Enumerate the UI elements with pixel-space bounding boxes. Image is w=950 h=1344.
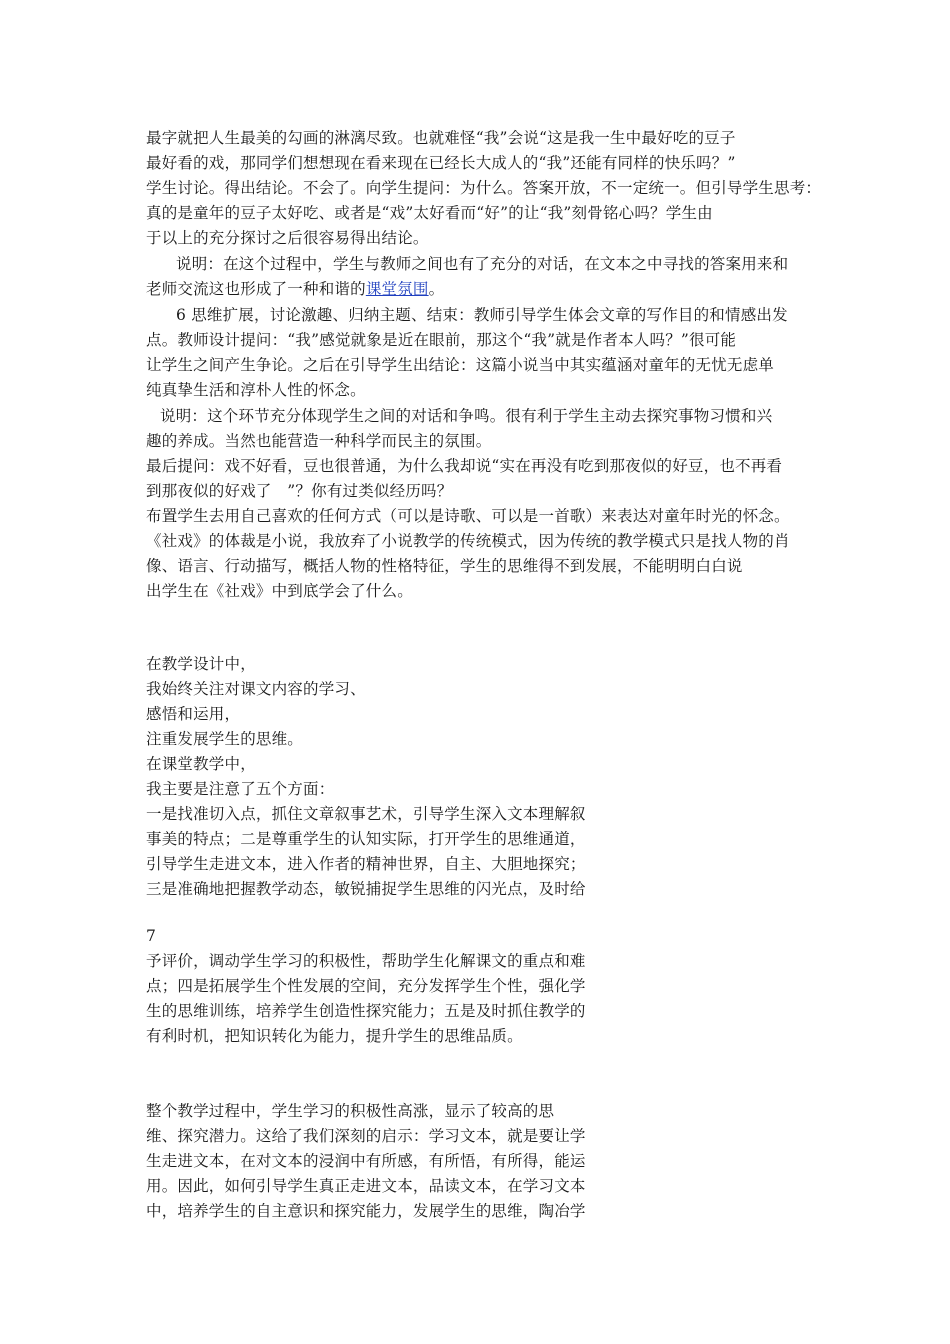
step6-line-3: 让学生之间产生争论。之后在引导学生出结论：这篇小说当中其实蕴涵对童年的无忧无虑单 — [146, 356, 775, 374]
section3-line-4: 有利时机，把知识转化为能力，提升学生的思维品质。 — [146, 1027, 523, 1045]
classroom-atmosphere-link[interactable]: 课堂氛围 — [365, 280, 429, 298]
section2-line-3: 感悟和运用， — [146, 705, 241, 723]
final-line-4: 《社戏》的体裁是小说，我放弃了小说教学的传统模式，因为传统的教学模式只是找人物的肖 — [146, 532, 790, 550]
section4-line-2: 维、探究潜力。这给了我们深刻的启示：学习文本，就是要让学 — [146, 1127, 586, 1145]
note2-line-1: 说明：这个环节充分体现学生之间的对话和争鸣。很有利于学生主动去探究事物习惯和兴 — [160, 407, 773, 425]
note-line-2-suffix: 。 — [428, 280, 445, 298]
section2-line-9: 引导学生走进文本，进入作者的精神世界，自主、大胆地探究； — [146, 855, 586, 873]
section2-line-7: 一是找准切入点，抓住文章叙事艺术，引导学生深入文本理解叙 — [146, 805, 586, 823]
final-line-6: 出学生在《社戏》中到底学会了什么。 — [146, 582, 413, 600]
section2-line-1: 在教学设计中， — [146, 655, 256, 673]
section4-line-3: 生走进文本，在对文本的浸润中有所感，有所悟，有所得，能运 — [146, 1152, 586, 1170]
section4-line-4: 用。因此，如何引导学生真正走进文本，品读文本，在学习文本 — [146, 1177, 586, 1195]
section2-line-10: 三是准确地把握教学动态，敏锐捕捉学生思维的闪光点，及时给 — [146, 880, 586, 898]
note-line-2 — [146, 277, 444, 301]
section2-line-4: 注重发展学生的思维。 — [146, 730, 304, 748]
section3-line-2: 点；四是拓展学生个性发展的空间，充分发挥学生个性，强化学 — [146, 977, 586, 995]
section2-line-8: 事美的特点；二是尊重学生的认知实际，打开学生的思维通道， — [146, 830, 586, 848]
final-line-2: 到那夜似的好戏了 ”？你有过类似经历吗？ — [146, 482, 453, 500]
note-line-1: 说明：在这个过程中，学生与教师之间也有了充分的对话，在文本之中寻找的答案用来和 — [176, 255, 789, 273]
step6-line-1: 6 思维扩展，讨论激趣、归纳主题、结束：教师引导学生体会文章的写作目的和情感出发 — [176, 306, 788, 324]
section1-line-5: 于以上的充分探讨之后很容易得出结论。 — [146, 229, 429, 247]
section1-line-4: 真的是童年的豆子太好吃、或者是“戏”太好看而“好”的让“我”刻骨铭心吗？学生由 — [146, 204, 713, 222]
section1-line-2: 最好看的戏，那同学们想想现在看来现在已经长大成人的“我”还能有同样的快乐吗？” — [146, 154, 736, 172]
step6-line-4: 纯真挚生活和淳朴人性的怀念。 — [146, 381, 366, 399]
final-line-3: 布置学生去用自己喜欢的任何方式（可以是诗歌、可以是一首歌）来表达对童年时光的怀念。 — [146, 507, 790, 525]
page-number: 7 — [146, 927, 157, 945]
section2-line-2: 我始终关注对课文内容的学习、 — [146, 680, 366, 698]
step6-line-2: 点。教师设计提问：“我”感觉就象是近在眼前，那这个“我”就是作者本人吗？”很可能 — [146, 331, 737, 349]
section3-line-1: 予评价，调动学生学习的积极性，帮助学生化解课文的重点和难 — [146, 952, 586, 970]
section2-line-5: 在课堂教学中， — [146, 755, 256, 773]
note-line-2-prefix: 老师交流这也形成了一种和谐的 — [146, 280, 366, 298]
section4-line-5: 中，培养学生的自主意识和探究能力，发展学生的思维，陶冶学 — [146, 1202, 586, 1220]
final-line-1: 最后提问：戏不好看，豆也很普通，为什么我却说“实在再没有吃到那夜似的好豆，也不再看 — [146, 457, 783, 475]
section1-line-1: 最字就把人生最美的勾画的淋漓尽致。也就难怪“我”会说“这是我一生中最好吃的豆子 — [146, 129, 736, 147]
section1-line-3: 学生讨论。得出结论。不会了。向学生提问：为什么。答案开放，不一定统一。但引导学生思考： — [146, 179, 822, 197]
note2-line-2: 趣的养成。当然也能营造一种科学而民主的氛围。 — [146, 432, 492, 450]
section3-line-3: 生的思维训练，培养学生创造性探究能力；五是及时抓住教学的 — [146, 1002, 586, 1020]
section2-line-6: 我主要是注意了五个方面： — [146, 780, 335, 798]
section4-line-1: 整个教学过程中，学生学习的积极性高涨，显示了较高的思 — [146, 1102, 555, 1120]
final-line-5: 像、语言、行动描写，概括人物的性格特征，学生的思维得不到发展，不能明明白白说 — [146, 557, 743, 575]
